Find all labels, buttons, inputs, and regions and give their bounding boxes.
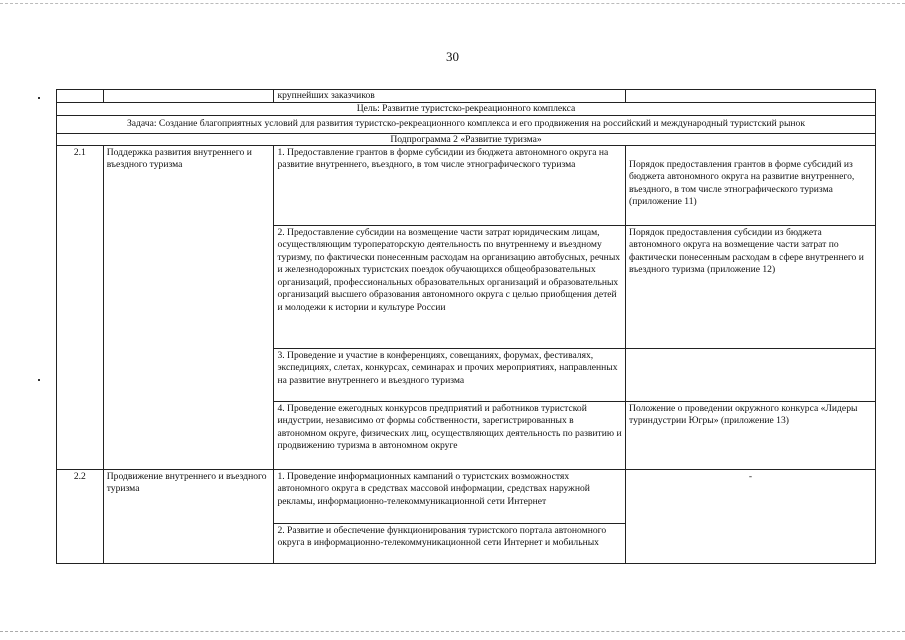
page-number: 30 <box>446 49 459 64</box>
row-name: Поддержка развития внутреннего и въездного туризма <box>103 145 274 469</box>
row-number: 2.2 <box>57 469 104 563</box>
subprogram-cell: Подпрограмма 2 «Развитие туризма» <box>57 133 876 145</box>
measure-cell: 3. Проведение и участие в конференциях, совещаниях, форумах, фестивалях, экспедициях, слетах, конкурсах, семинарах и прочих мероприятиях, направленных на развитие внутреннего и въездного туризма <box>274 348 626 401</box>
table-row <box>57 145 876 225</box>
scan-edge-top <box>0 0 905 4</box>
goal-cell: Цель: Развитие туристско-рекреационного комплекса <box>57 103 876 116</box>
continuation-text: крупнейших заказчиков <box>274 90 626 103</box>
measure-cell: 2. Развитие и обеспечение функционирования туристского портала автономного округа в информационно-телекоммуникационной сети Интернет и мобильных <box>274 523 626 563</box>
empty-cell <box>103 90 274 103</box>
empty-cell <box>626 90 876 103</box>
document-cell: - <box>626 469 876 563</box>
measure-cell: 2. Предоставление субсидии на возмещение части затрат юридическим лицам, осуществляющим туроператорскую деятельность по внутреннему и въездному туризму, по фактически понесенным расходам на организацию автобусных, речных и железнодорожных туристских поездок обучающихся общеобразовательных организаций, профессиональных образовательных организаций и образовательных организаций высшего образования автономного округа с целью приобщения детей и молодежи к истории и культуре России <box>274 225 626 348</box>
empty-cell <box>57 90 104 103</box>
document-cell: Положение о проведении окружного конкурса «Лидеры туриндустрии Югры» (приложение 13) <box>626 401 876 469</box>
subprogram-row <box>57 133 876 145</box>
program-table <box>56 89 876 564</box>
table-row-continuation <box>57 90 876 103</box>
document-cell <box>626 348 876 401</box>
row-name: Продвижение внутреннего и въездного туризма <box>103 469 274 563</box>
goal-row <box>57 103 876 116</box>
task-row <box>57 116 876 134</box>
row-number: 2.1 <box>57 145 104 469</box>
table-row <box>57 469 876 523</box>
measure-cell: 4. Проведение ежегодных конкурсов предприятий и работников туристской индустрии, независимо от формы собственности, зарегистрированных в автономном округе, физических лиц, осуществляющих деятельность по развитию и продвижению туризма в автономном округе <box>274 401 626 469</box>
scan-speck <box>38 97 40 99</box>
scan-edge-bottom <box>0 631 905 635</box>
document-cell: Порядок предоставления грантов в форме субсидий из бюджета автономного округа на развитие внутреннего, въездного, в том числе этнографического туризма (приложение 11) <box>626 145 876 225</box>
measure-cell: 1. Предоставление грантов в форме субсидии из бюджета автономного округа на развитие внутреннего, въездного, в том числе этнографического туризма <box>274 145 626 225</box>
task-cell: Задача: Создание благоприятных условий для развития туристско-рекреационного комплекса и его продвижения на российский и международный туристский рынок <box>57 116 876 134</box>
scan-speck <box>38 379 40 381</box>
measure-cell: 1. Проведение информационных кампаний о туристских возможностях автономного округа в средствах массовой информации, средствах наружной рекламы, информационно-телекоммуникационной сети Интернет <box>274 469 626 523</box>
document-cell: Порядок предоставления субсидии из бюджета автономного округа на возмещение части затрат по фактически понесенным расходам в сфере внутреннего и въездного туризма (приложение 12) <box>626 225 876 348</box>
